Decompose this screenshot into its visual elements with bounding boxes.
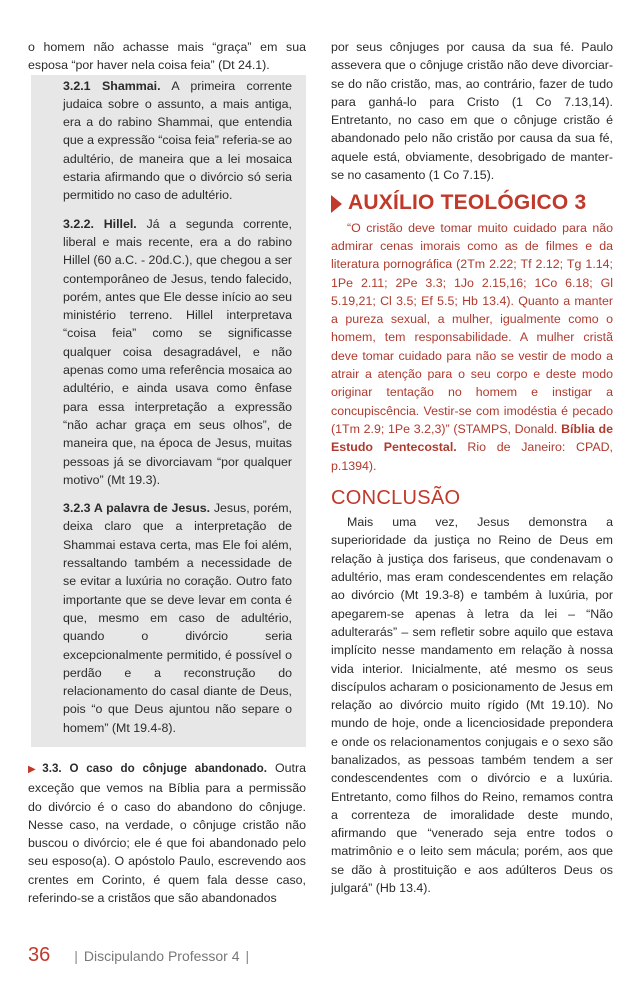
abandoned-spouse-text: Outra exceção que vemos na Bíblia para a permissão do divórcio é o caso do abandono do cônjuge. Nesse caso, na verdade, o cônjuge cristão não buscou o divórcio; ele é que foi abandonado pelo seu esposo(a). O apóstolo Paulo, escrevendo aos crentes em Corinto, é quem fala desse caso, referindo-se a cristãos que são abandonados <box>28 760 306 906</box>
abandoned-spouse-heading: 3.3. O caso do cônjuge abandonado. <box>42 761 267 775</box>
jesus-word-heading: 3.2.3 A palavra de Jesus. <box>63 501 211 516</box>
page-footer <box>28 944 255 967</box>
intro-paragraph: o homem não achasse mais “graça” em sua esposa “por haver nela coisa feia” (Dt 24.1). <box>28 40 306 73</box>
subsection-hillel <box>63 215 292 489</box>
aux-book-title: Bíblia de Estudo Pentecostal. <box>331 421 613 455</box>
subsection-jesus-word <box>63 499 292 737</box>
footer-separator-right: | <box>245 947 250 964</box>
hillel-text: Já a segunda corrente, liberal e mais recente, era a do rabino Hillel (60 a.C. - 20d.C.), que chegou a ser contemporâneo de Jesus, tendo falecido, porém, antes que Ele desse início ao seu ministério terreno. Hillel interpretava “coisa feia” como se significasse qualquer coisa desagradável, e não apenas como uma referência mosaica ao adultério, e ainda usava como ênfase para essa interpretação a expressão “não achar graça em seus olhos”, de maneira que, na época de Jesus, muitas pessoas já se divorciavam “por qualquer motivo” (Mt 19.3). <box>63 216 292 487</box>
aux-quote <box>331 219 613 475</box>
shammai-text: A primeira corrente judaica sobre o assunto, a mais antiga, era a do rabino Shammai, que entendia que a expressão “coisa feia” referia-se ao adultério, de maneira que a lei mosaica estaria afirmando que o divórcio só seria permitido no caso de adultério. <box>63 78 292 203</box>
conclusion-text: Mais uma vez, Jesus demonstra a superioridade da justiça no Reino de Deus em relação à justiça dos fariseus, que condenavam o adultério, mas eram condescendentes em relação ao divórcio (Mt 19.3-8) e também à luxúria, por apegarem-se apenas à letra da lei – “Não adulterarás” – sem refletir sobre aquilo que estava implícito nesse mandamento em relação à nossa vida interior. Inicialmente, até mesmo os seus discípulos acharam o posicionamento de Jesus em relação ao divórcio muito rígido (Mt 19.10). No mundo de hoje, onde a licenciosidade prepondera e onde os relacionamentos conjugais e o sexo são banalizados, as pessoas também tendem a ser condescendentes com o divórcio e a luxúria. Entretanto, como filhos do Reino, remamos contra a correnteza de imoralidade deste mundo, afirmando que “venerado seja entre todos o matrimônio e o leito sem mácula; porém, aos que se dão à prostituição e aos adúlteros Deus os julgará” (Hb 13.4). <box>331 515 613 896</box>
footer-book-title: Discipulando Professor 4 <box>83 947 240 964</box>
left-column <box>28 38 306 907</box>
shaded-subsections <box>31 75 306 747</box>
aux-citation-tail: Rio de Janeiro: CPAD, p.1394). <box>331 440 613 473</box>
jesus-word-text: Jesus, porém, deixa claro que a interpretação de Shammai estava certa, mas Ele foi além, ressaltando também a necessidade de se evitar a luxúria no coração. Outro fato importante que se deve levar em conta é que, mesmo em caso de adultério, quando o divórcio seria excepcionalmente permitido, é possível o perdão e a reconstrução do relacionamento do casal diante de Deus, pois “o que Deus ajuntou não separe o homem” (Mt 19.4-8). <box>63 501 292 735</box>
continuation-paragraph: por seus cônjuges por causa da sua fé. Paulo assevera que o cônjuge cristão não deve divorciar-se do não cristão, mas, ao contrário, fazer de tudo para ganhá-lo para Cristo (1 Co 7.13,14). Entretanto, no caso em que o cônjuge cristão é abandonado pelo não cristão por causa da sua fé, aquele está, obviamente, desobrigado de manter-se no casamento (1 Co 7.15). <box>331 40 613 183</box>
page-number: 36 <box>28 944 51 966</box>
aux-heading-text: AUXÍLIO TEOLÓGICO 3 <box>348 191 587 215</box>
subsection-abandoned-spouse <box>28 759 306 907</box>
conclusion-heading: CONCLUSÃO <box>331 486 461 509</box>
aux-heading <box>331 191 613 215</box>
shammai-heading: 3.2.1 Shammai. <box>63 78 161 93</box>
subsection-shammai <box>63 77 292 205</box>
hillel-heading: 3.2.2. Hillel. <box>63 216 137 231</box>
aux-quote-text: “O cristão deve tomar muito cuidado para não admirar cenas imorais como as de filmes e da literatura pornográfica (2Tm 2.22; Tf 2.12; Tg 1.14; 1Pe 2.11; 2Pe 3.3; 1Jo 2.15,16; 1Co 6.18; Gl 5.19,21; Cl 3.5; Ef 5.5; Hb 13.4). Quanto a manter a pureza sexual, a mulher, igualmente como o homem, tem responsabilidade. A mulher cristã deve tomar cuidado para não se vestir de modo a atrair a atenção para o seu corpo e deste modo originar tentação no homem e instigar a concupiscência. Vestir-se com imodéstia é pecado (1Tm 2.9; 1Pe 3.2,3)” (STAMPS, Donald. <box>331 220 613 436</box>
arrow-marker-icon <box>331 195 342 213</box>
footer-separator-left: | <box>74 947 78 964</box>
right-column <box>331 38 613 897</box>
arrow-bullet-icon: ▶ <box>28 763 41 775</box>
